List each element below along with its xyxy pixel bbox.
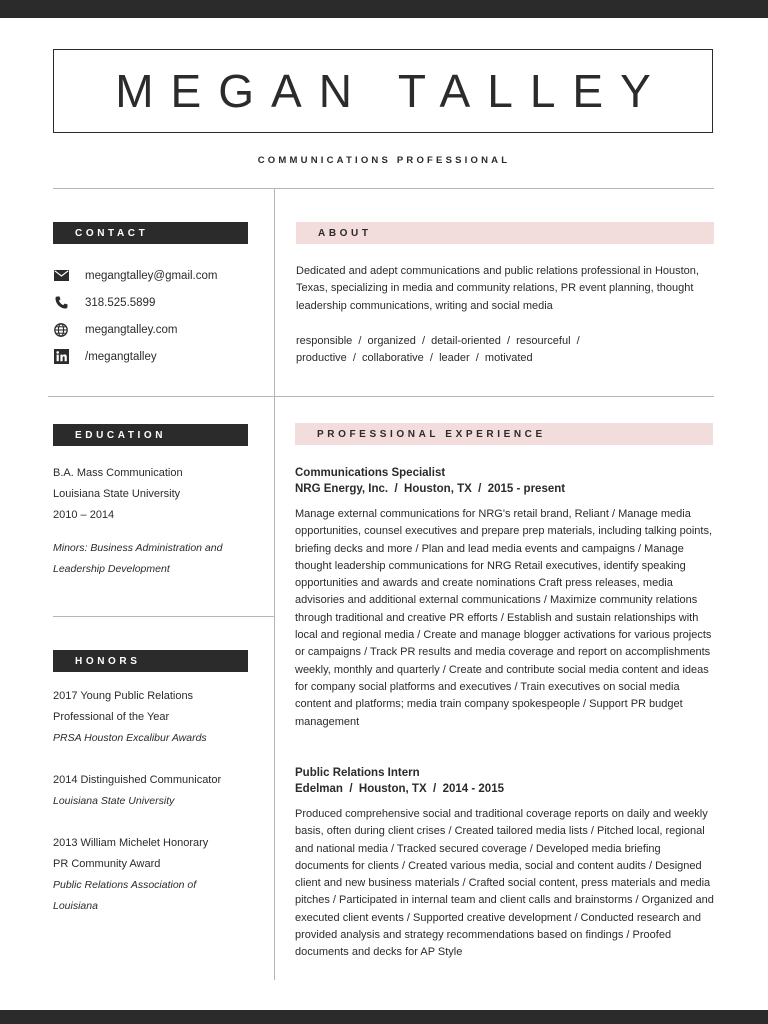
about-text: Dedicated and adept communications and public relations professional in Houston, Texas, specializing in media and community relations, PR event planning, thought leadership communications, writing and social media — [296, 265, 699, 312]
honor-title: 2017 Young Public Relations — [53, 690, 194, 702]
phone-icon — [53, 295, 69, 311]
candidate-name: MEGAN TALLEY — [115, 65, 668, 117]
honor-title: 2013 William Michelet Honorary — [53, 837, 209, 849]
honor-item — [53, 833, 263, 917]
job-meta: Edelman / Houston, TX / 2014 - 2015 — [295, 783, 504, 795]
contact-heading: CONTACT — [53, 222, 248, 244]
contact-phone[interactable] — [53, 289, 263, 316]
honor-org: Public Relations Association of — [53, 879, 197, 891]
divider-left-lower — [53, 616, 274, 617]
column-divider — [274, 188, 275, 980]
contact-list — [53, 262, 263, 370]
bottom-bar — [0, 1010, 768, 1024]
name-box — [53, 49, 713, 133]
minors-line: Minors: Business Administration and — [53, 542, 223, 554]
education-years: 2010 – 2014 — [53, 509, 115, 521]
contact-phone-text: 318.525.5899 — [85, 296, 156, 309]
education-minors — [53, 538, 263, 580]
honor-item — [53, 770, 263, 812]
contact-email-text: megangtalley@gmail.com — [85, 269, 218, 282]
honor-title: 2014 Distinguished Communicator — [53, 774, 222, 786]
job-entry — [295, 765, 717, 962]
linkedin-icon — [53, 349, 69, 365]
honors-heading: HONORS — [53, 650, 248, 672]
contact-email[interactable] — [53, 262, 263, 289]
traits-line: responsible / organized / detail-oriented / resourceful / — [296, 335, 580, 347]
education-heading: EDUCATION — [53, 424, 248, 446]
divider-middle — [48, 396, 714, 397]
job-description: Manage external communications for NRG's retail brand, Reliant / Manage media opportunities, counsel executives and prepare prep materials, including talking points, briefing decks and more / Plan and lead media events and campaigns / Manage thought leadership communications for NRG Retail executives, identify speaking opportunities and awards and create nominations Craft press releases, media advisories and additional external communications / Maximize community relations through traditional and creative PR efforts / Establish and sustain relationships with local and regional media / Create and manage blogger activations for various projects or campaigns / Track PR results and media coverage and report on accomplishments weekly, monthly and quarterly / Create and contribute social media content and ideas for company social platforms and executives / Train executives on social media content and platforms; media train company spokespeople / Support PR budget management — [295, 508, 713, 728]
job-entry — [295, 465, 717, 731]
honor-item — [53, 686, 263, 749]
job-title: Public Relations Intern — [295, 767, 420, 779]
degree: B.A. Mass Communication — [53, 467, 183, 479]
honor-title: Professional of the Year — [53, 711, 170, 723]
top-bar — [0, 0, 768, 18]
contact-website-text: megangtalley.com — [85, 323, 178, 336]
honor-org: Louisiana State University — [53, 795, 175, 807]
envelope-icon — [53, 268, 69, 284]
education-block — [53, 463, 263, 526]
globe-icon — [53, 322, 69, 338]
contact-linkedin[interactable] — [53, 343, 263, 370]
traits — [296, 333, 714, 368]
divider-top — [53, 188, 714, 189]
contact-website[interactable] — [53, 316, 263, 343]
about-heading: ABOUT — [296, 222, 714, 244]
traits-line: productive / collaborative / leader / motivated — [296, 352, 533, 365]
school: Louisiana State University — [53, 488, 181, 500]
honor-org: Louisiana — [53, 900, 98, 912]
minors-line: Leadership Development — [53, 563, 170, 575]
honor-title: PR Community Award — [53, 858, 161, 870]
experience-heading: PROFESSIONAL EXPERIENCE — [295, 423, 713, 445]
contact-linkedin-text: /megangtalley — [85, 350, 157, 363]
honor-org: PRSA Houston Excalibur Awards — [53, 732, 207, 744]
job-description: Produced comprehensive social and traditional coverage reports on daily and weekly basis, often during client crises / Created tailored media lists / Pitched local, regional and national media / Tracked secured coverage / Developed media briefing documents for clients / Created various media, social and content audits / Designed client and new business materials / Crafted social content, press materials and media pitches / Participated in internal team and client calls and brainstorms / Organized and executed client events / Supported creative development / Conducted research and provided analysis and strategy recommendations based on findings / Proofed documents and decks for AP Style — [295, 808, 714, 959]
job-meta: NRG Energy, Inc. / Houston, TX / 2015 - present — [295, 483, 566, 495]
job-title: Communications Specialist — [295, 467, 446, 479]
job-subtitle: COMMUNICATIONS PROFESSIONAL — [257, 155, 511, 166]
